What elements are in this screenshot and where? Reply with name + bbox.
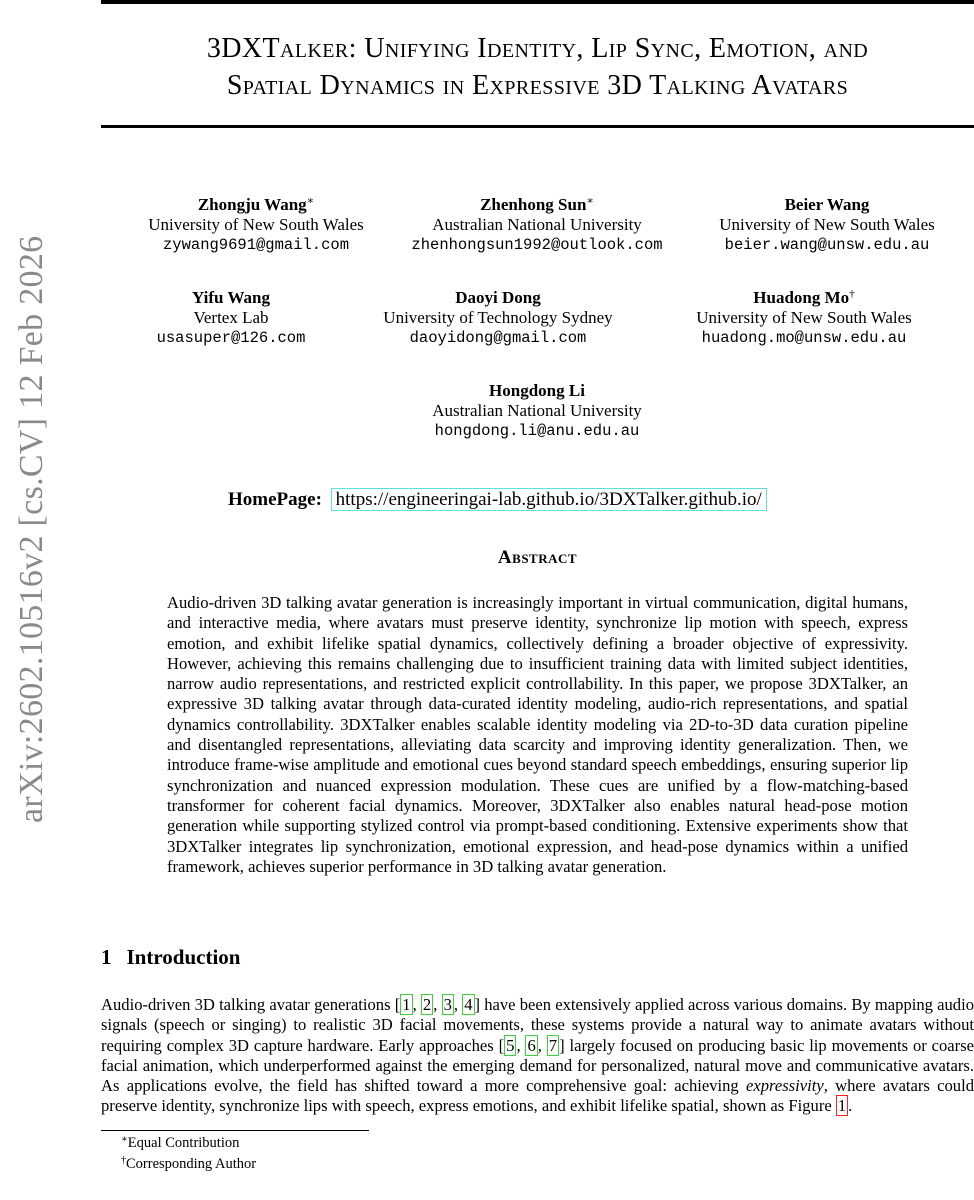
author-email[interactable]: usasuper@126.com [156,329,306,347]
emphasized-term: expressivity [745,1076,824,1096]
citation-link[interactable]: 3 [443,995,452,1014]
author-affiliation: University of New South Wales [719,215,935,234]
author-name: Zhongju Wang∗ [197,195,315,214]
author-name: Zhenhong Sun∗ [480,195,594,214]
author-name: Daoyi Dong [455,288,541,307]
author-email[interactable]: hongdong.li@anu.edu.au [434,422,640,440]
author-name: Beier Wang [784,195,870,214]
author-name: Yifu Wang [192,288,270,307]
footnote-corresponding-author: †Corresponding Author [121,1155,257,1172]
citation-link[interactable]: 1 [402,995,411,1014]
author-block [400,381,674,441]
author-block [118,288,344,348]
arxiv-identifier: arXiv:2602.10516v2 [cs.CV] 12 Feb 2026 [13,235,50,823]
author-affiliation: University of New South Wales [148,215,364,234]
author-affiliation: University of New South Wales [696,308,912,327]
author-block [118,195,394,255]
section-heading-introduction [101,945,240,970]
citation-link[interactable]: 5 [506,1035,515,1055]
title-line-1: 3DXTalker: Unifying Identity, Lip Sync, Emotion, and [206,33,869,64]
footnote-equal-contribution: ∗Equal Contribution [121,1134,240,1151]
author-email[interactable]: zywang9691@gmail.com [162,236,350,254]
author-block [365,288,631,348]
homepage-line [228,487,767,513]
citation-link[interactable]: 7 [548,1035,558,1055]
author-name: Hongdong Li [489,381,585,400]
author-block [694,195,960,255]
author-email[interactable]: daoyidong@gmail.com [409,329,587,347]
author-email[interactable]: zhenhongsun1992@outlook.com [411,236,663,254]
citation-link[interactable]: 6 [527,1035,536,1055]
homepage-label: HomePage: [228,489,322,510]
figure-reference-link[interactable]: 1 [837,1096,847,1116]
author-affiliation: Australian National University [432,215,642,234]
section-title: Introduction [126,945,241,969]
title-line-2: Spatial Dynamics in Expressive 3D Talking Avatars [226,70,849,101]
homepage-link[interactable]: https://engineeringai-lab.github.io/3DXTalker.github.io/ [331,488,767,511]
author-block [398,195,676,255]
author-email[interactable]: beier.wang@unsw.edu.au [724,236,930,254]
citation-link[interactable]: 2 [422,995,432,1014]
author-email[interactable]: huadong.mo@unsw.edu.au [701,329,907,347]
title-top-rule [101,0,974,4]
author-block [672,288,936,348]
author-affiliation: University of Technology Sydney [383,308,613,327]
section-number: 1 [101,945,112,969]
author-name: Huadong Mo† [753,288,855,307]
introduction-paragraph: Audio-driven 3D talking avatar generations [ 1 , 2 , 3 , 4 ] have been extensively applied across various domains. By mapping audio signals (speech or singing) to realistic 3D facial movements, these systems provide a natural way to animate avatars without requiring complex 3D capture hardware. Early approaches [ 5 , 6 , 7 ] largely focused on producing basic lip movements or coarse facial animation, which underperformed against the emerging demand for personalized, natural move and communicative avatars. As applications evolve, the field has shifted toward a more comprehensive goal: achieving expressivity, where avatars could preserve identity, synchronize lips with speech, express emotions, and exhibit lifelike spatial, shown as Figure 1 . [101,995,974,1116]
abstract-heading: Abstract [497,547,578,568]
citation-link[interactable]: 4 [464,995,473,1014]
title-bottom-rule [101,125,974,128]
abstract-text: Audio-driven 3D talking avatar generation is increasingly important in virtual communication, digital humans, and interactive media, where avatars must preserve identity, synchronize lip motion with speech, express emotion, and exhibit lifelike spatial dynamics, collectively defining a broader objective of expressivity. However, achieving this remains challenging due to insufficient training data with limited subject identities, narrow audio representations, and restricted explicit controllability. In this paper, we propose 3DXTalker, an expressive 3D talking avatar through data-curated identity modeling, audio-rich representations, and spatial dynamics controllability. 3DXTalker enables scalable identity modeling via 2D-to-3D data curation pipeline and disentangled representations, alleviating data scarcity and improving identity generalization. Then, we introduce frame-wise amplitude and emotional cues beyond standard speech embeddings, ensuring superior lip synchronization and nuanced expression modulation. These cues are unified by a flow-matching-based transformer for coherent facial dynamics. Moreover, 3DXTalker also enables natural head-pose motion generation while supporting stylized control via prompt-based conditioning. Extensive experiments show that 3DXTalker integrates lip synchronization, emotional expression, and head-pose dynamics within a unified framework, achieves superior performance in 3D talking avatar generation. [167,593,908,876]
footnote-rule [101,1130,369,1131]
paper-title [101,30,974,104]
author-affiliation: Australian National University [432,401,642,420]
author-affiliation: Vertex Lab [193,308,269,327]
